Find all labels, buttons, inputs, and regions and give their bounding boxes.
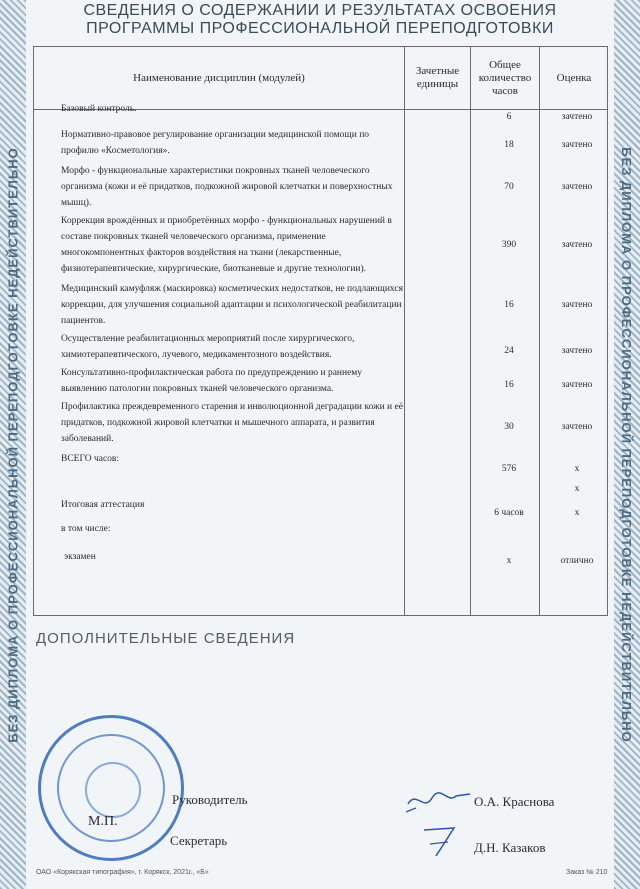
column-divider	[539, 47, 540, 615]
printer-info: ОАО «Корякская типография», г. Корякск, 2021г., «Б»	[36, 869, 209, 876]
column-header-hours: Общее количество часов	[478, 58, 532, 97]
column-header-name: Наименование дисциплин (модулей)	[133, 71, 305, 84]
row-hours: 6 часов	[494, 508, 524, 518]
column-header-grade: Оценка	[556, 71, 592, 84]
row-hours: 576	[501, 464, 517, 474]
column-header-credits: Зачетные единицы	[415, 65, 460, 90]
row-grade: зачтено	[561, 112, 593, 122]
row-name: Консультативно-профилактическая работа по предупреждению и раннему выявлению патологии покровных тканей человеческого организма.	[61, 368, 363, 394]
mp-label: М.П.	[88, 814, 118, 829]
row-name: Медицинский камуфляж (маскировка) косметических недостатков, не подлающихся коррекции, для улучшения социальной адаптации и психологической реабилитации пациентов.	[61, 284, 403, 326]
row-name: Итоговая аттестация	[61, 500, 145, 510]
row-name: экзамен	[64, 552, 96, 562]
row-grade: зачтено	[561, 346, 593, 356]
row-grade: зачтено	[561, 380, 593, 390]
secretary-name: Д.Н. Казаков	[474, 840, 546, 855]
secretary-signature-icon	[418, 822, 466, 862]
row-name: Базовый контроль.	[61, 104, 137, 114]
row-grade: х	[574, 464, 580, 474]
row-hours: х	[506, 556, 512, 566]
row-name: Коррекция врождённых и приобретённых морфо - функциональных нарушений в составе покровных тканей человеческого организма, применение многокомпонентных факторов воздействия на ткани (лекарственные, физиотерапевтические, хирургические, биотканевые и другие технологии).	[61, 216, 392, 274]
title-line-1: СВЕДЕНИЯ О СОДЕРЖАНИИ И РЕЗУЛЬТАТАХ ОСВОЕНИЯ	[83, 2, 557, 19]
row-grade: х	[574, 508, 580, 518]
row-hours: 390	[501, 240, 517, 250]
row-name: Профилактика преждевременного старения и инволюционной деградации кожи и её придатков, подкожной жировой клетчатки и мышечного аппарата, и развития заболеваний.	[61, 402, 403, 444]
row-hours: 18	[504, 140, 514, 150]
row-name: Нормативно-правовое регулирование организации медицинской помощи по профилю «Косметология».	[61, 130, 370, 156]
row-hours: 16	[504, 380, 514, 390]
row-name: Морфо - функциональные характеристики покровных тканей человеческого организма (кожи и её придатков, подкожной жировой клетчатки и поверхностных мышц).	[61, 166, 393, 208]
row-hours: 70	[504, 182, 514, 192]
row-name: ВСЕГО часов:	[61, 454, 120, 464]
row-grade: отлично	[560, 556, 594, 566]
secretary-role: Секретарь	[170, 833, 228, 848]
row-hours: 30	[504, 422, 514, 432]
head-name: О.А. Краснова	[474, 794, 555, 809]
row-grade: зачтено	[561, 240, 593, 250]
row-hours: 24	[504, 346, 514, 356]
title-line-2: ПРОГРАММЫ ПРОФЕССИОНАЛЬНОЙ ПЕРЕПОДГОТОВКИ	[86, 20, 554, 37]
row-name: Осуществление реабилитационных мероприятий после хирургического, химиотерапевтического, лучевого, медикаментозного воздействия.	[61, 334, 355, 360]
row-grade: зачтено	[561, 182, 593, 192]
border-text-right: БЕЗ ДИПЛОМА О ПРОФЕССИОНАЛЬНОЙ ПЕРЕПОДГОТОВКЕ НЕДЕЙСТВИТЕЛЬНО	[619, 147, 635, 743]
border-text-left: БЕЗ ДИПЛОМА О ПРОФЕССИОНАЛЬНОЙ ПЕРЕПОДГОТОВКЕ НЕДЕЙСТВИТЕЛЬНО	[5, 147, 21, 743]
row-grade: х	[574, 484, 580, 494]
order-number: Заказ № 210	[566, 869, 608, 876]
disciplines-table	[33, 46, 608, 616]
seal-stamp	[38, 715, 184, 861]
additional-info-title: ДОПОЛНИТЕЛЬНЫЕ СВЕДЕНИЯ	[36, 630, 296, 647]
row-grade: зачтено	[561, 422, 593, 432]
row-name: в том числе:	[61, 524, 111, 534]
document-title	[26, 2, 614, 38]
head-role: Руководитель	[172, 792, 248, 807]
row-hours: 16	[504, 300, 514, 310]
row-grade: зачтено	[561, 140, 593, 150]
row-hours: 6	[506, 112, 512, 122]
head-signature-icon	[404, 782, 474, 822]
column-divider	[470, 47, 471, 615]
row-grade: зачтено	[561, 300, 593, 310]
